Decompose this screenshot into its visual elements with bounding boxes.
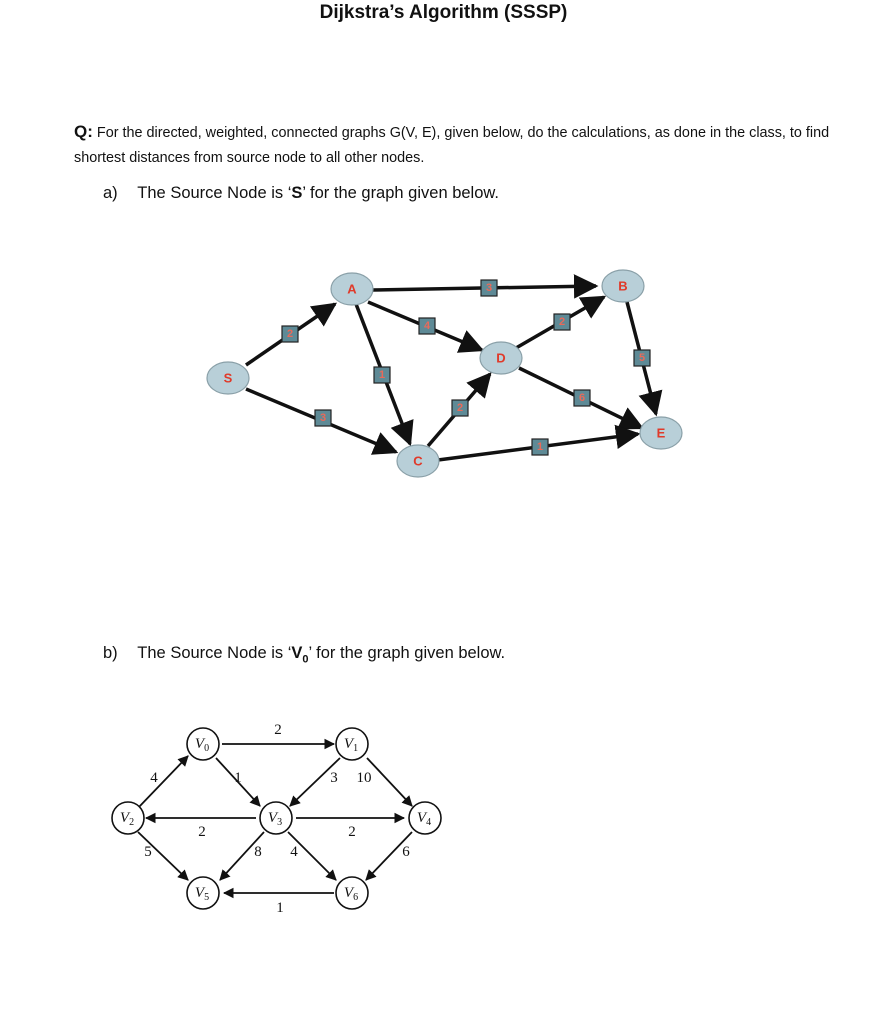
node-a: A xyxy=(347,281,357,297)
weight-v3-v6: 4 xyxy=(290,844,298,860)
edge-v1-v4 xyxy=(367,758,412,806)
part-b-source: $V_0$ xyxy=(291,644,309,666)
weight-v3-v4: 2 xyxy=(348,824,356,840)
weight-v4-v6: 6 xyxy=(402,844,410,860)
question-body: For the directed, weighted, connected graphs G(V, E), given below, do the calculations, as done in the class, to find shortest distances from source node to all other nodes. xyxy=(74,125,830,166)
node-v6: $V_6$ xyxy=(343,885,359,903)
node-s: S xyxy=(223,370,233,386)
node-b: B xyxy=(618,278,628,294)
part-a-source: S xyxy=(291,184,303,202)
node-v1: $V_1$ xyxy=(343,736,359,754)
node-v3: $V_3$ xyxy=(267,810,283,828)
weight-b-e: 5 xyxy=(638,352,646,364)
node-d: D xyxy=(496,350,506,366)
part-a-label: a) xyxy=(103,184,118,202)
node-v5: $V_5$ xyxy=(194,885,210,903)
part-b-label: b) xyxy=(103,644,118,662)
question-colon: : xyxy=(87,122,93,141)
part-b-text-before: The Source Node is ‘ xyxy=(137,644,292,662)
weight-v6-v5: 1 xyxy=(276,900,284,916)
node-e: E xyxy=(656,425,666,441)
weight-v1-v4: 10 xyxy=(356,770,372,786)
weight-a-c: 1 xyxy=(378,369,386,381)
weight-v2-v5: 5 xyxy=(144,844,152,860)
weight-c-e: 1 xyxy=(536,441,544,453)
weight-v1-v3: 3 xyxy=(330,770,338,786)
node-c: C xyxy=(413,453,423,469)
part-b-text-after: ’ for the graph given below. xyxy=(308,644,506,662)
page-title: Dijkstra’s Algorithm (SSSP) xyxy=(319,2,568,23)
node-v4: $V_4$ xyxy=(416,810,432,828)
weight-a-b: 3 xyxy=(485,282,493,294)
weight-a-d: 4 xyxy=(423,320,431,332)
weight-s-c: 3 xyxy=(319,412,327,424)
weight-v3-v5: 8 xyxy=(254,844,262,860)
weight-v0-v1: 2 xyxy=(274,722,282,738)
weight-s-a: 2 xyxy=(286,328,294,340)
part-a-text-before: The Source Node is ‘ xyxy=(137,184,292,202)
node-v0: $V_0$ xyxy=(194,736,210,754)
weight-d-b: 2 xyxy=(558,316,566,328)
edge-v2-v0 xyxy=(138,756,188,808)
question-prefix: Q xyxy=(74,122,88,141)
weight-d-e: 6 xyxy=(578,392,586,404)
part-a-text-after: ’ for the graph given below. xyxy=(302,184,499,202)
weight-c-d: 2 xyxy=(456,402,464,414)
weight-v3-v2: 2 xyxy=(198,824,206,840)
weight-v2-v0: 4 xyxy=(150,770,158,786)
node-v2: $V_2$ xyxy=(119,810,135,828)
weight-v0-v3: 1 xyxy=(234,770,242,786)
